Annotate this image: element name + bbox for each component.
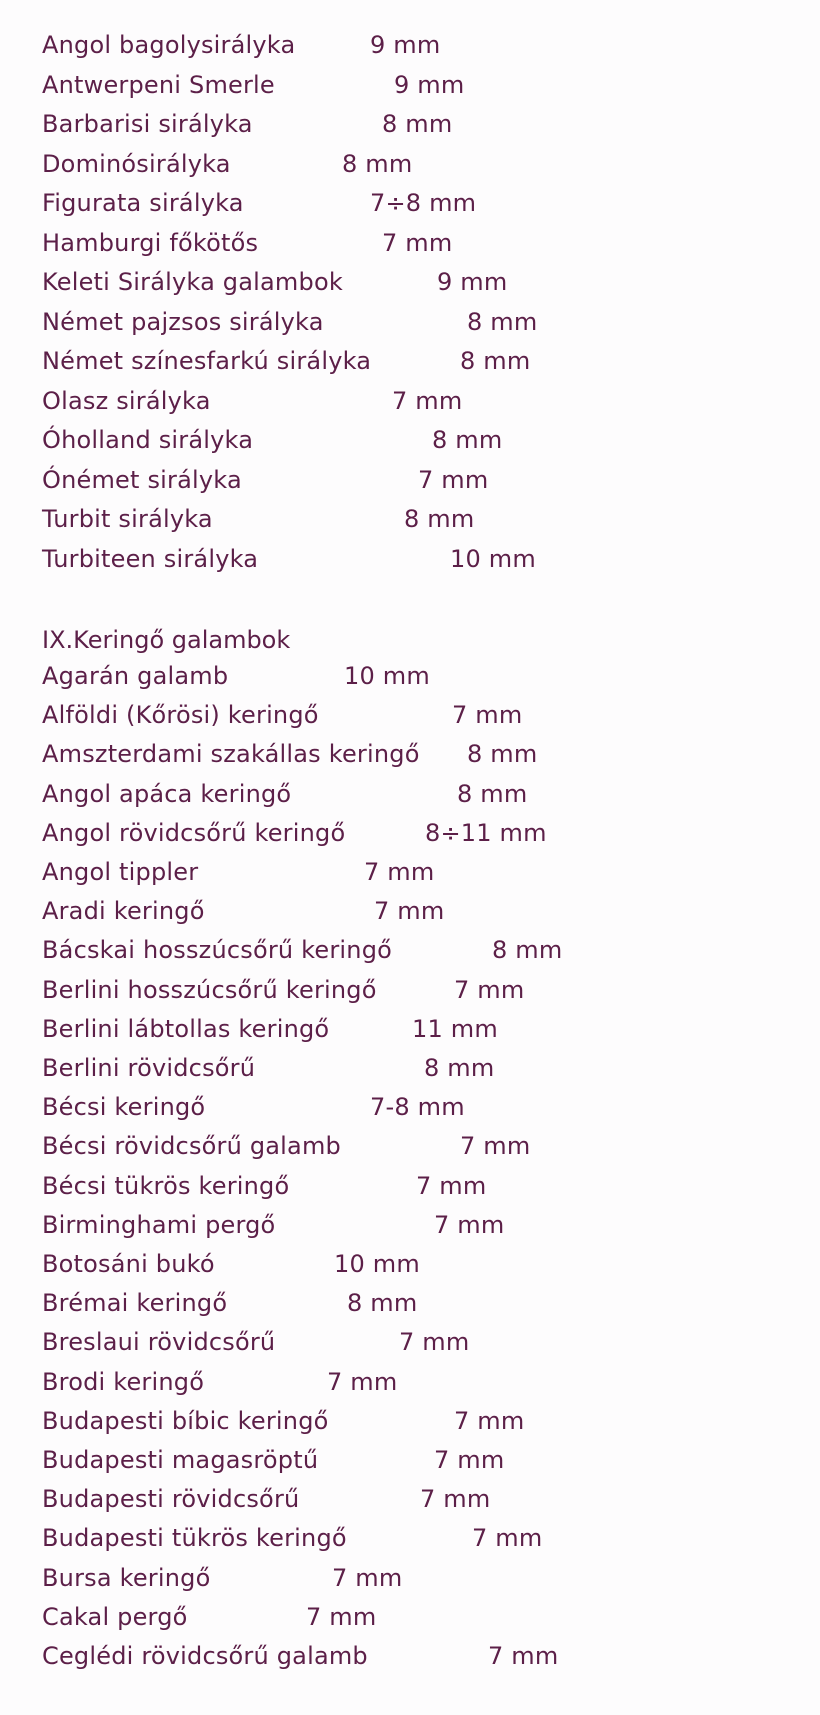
breed-name: Amszterdami szakállas keringő [42, 740, 420, 769]
breed-name: Angol rövidcsőrű keringő [42, 818, 346, 847]
ring-size: 7 mm [472, 1524, 543, 1553]
ring-size: 7 mm [364, 858, 435, 886]
breed-name: Figurata sirályka [42, 189, 244, 217]
ring-size: 7 mm [460, 1132, 531, 1161]
breed-name: Berlini rövidcsőrű [42, 1054, 256, 1082]
breed-name: Antwerpeni Smerle [42, 70, 275, 99]
breed-name: Turbit sirályka [42, 505, 213, 533]
ring-size: 10 mm [344, 662, 430, 690]
breed-name: Budapesti bíbic keringő [42, 1406, 329, 1435]
ring-size: 7 mm [332, 1563, 403, 1592]
ring-size: 7-8 mm [370, 1093, 465, 1122]
ring-size: 8 mm [467, 740, 538, 769]
breed-name: Budapesti tükrös keringő [42, 1524, 347, 1553]
ring-size: 7 mm [420, 1485, 491, 1514]
ring-size: 9 mm [394, 70, 465, 99]
ring-size: 7 mm [382, 228, 453, 257]
breed-name: Bursa keringő [42, 1563, 211, 1592]
ring-size: 7 mm [454, 975, 525, 1004]
breed-name: Brémai keringő [42, 1289, 228, 1318]
breed-name: Birminghami pergő [42, 1210, 276, 1239]
breed-name: Angol tippler [42, 858, 199, 886]
breed-name: Brodi keringő [42, 1367, 205, 1396]
ring-size: 8 mm [460, 347, 531, 375]
breed-name: Budapesti magasröptű [42, 1446, 319, 1474]
breed-name: Dominósirályka [42, 149, 231, 178]
breed-name: Breslaui rövidcsőrű [42, 1328, 276, 1357]
section-heading: IX.Keringő galambok [42, 626, 291, 654]
ring-size: 7 mm [392, 386, 463, 415]
ring-size: 8÷11 mm [425, 818, 547, 847]
ring-size: 10 mm [450, 544, 536, 573]
breed-name: Agarán galamb [42, 662, 229, 690]
ring-size: 7 mm [306, 1602, 377, 1631]
ring-size: 9 mm [437, 268, 508, 296]
breed-name: Hamburgi főkötős [42, 228, 259, 257]
breed-name: Barbarisi sirályka [42, 110, 253, 138]
ring-size: 8 mm [347, 1289, 418, 1318]
ring-size: 7 mm [416, 1171, 487, 1200]
ring-size: 8 mm [382, 110, 453, 138]
breed-name: Bécsi keringő [42, 1093, 206, 1122]
ring-size: 11 mm [412, 1014, 498, 1043]
breed-name: Berlini hosszúcsőrű keringő [42, 975, 377, 1004]
breed-name: Bécsi tükrös keringő [42, 1171, 290, 1200]
ring-size: 8 mm [467, 307, 538, 336]
breed-name: Angol bagolysirályka [42, 31, 296, 59]
breed-name: Ceglédi rövidcsőrű galamb [42, 1642, 368, 1670]
ring-size: 7 mm [454, 1406, 525, 1435]
breed-name: Német pajzsos sirályka [42, 307, 324, 336]
ring-size: 7 mm [399, 1328, 470, 1357]
breed-name: Óholland sirályka [42, 426, 254, 454]
ring-size: 10 mm [334, 1250, 420, 1278]
breed-name: Budapesti rövidcsőrű [42, 1485, 300, 1514]
breed-name: Bácskai hosszúcsőrű keringő [42, 936, 393, 965]
breed-name: Aradi keringő [42, 897, 205, 926]
ring-size: 7 mm [374, 897, 445, 926]
breed-name: Bécsi rövidcsőrű galamb [42, 1132, 341, 1161]
breed-name: Botosáni bukó [42, 1250, 215, 1278]
ring-size: 8 mm [457, 779, 528, 808]
ring-size: 7 mm [488, 1642, 559, 1670]
ring-size: 9 mm [370, 31, 441, 59]
breed-name: Alföldi (Kőrösi) keringő [42, 701, 319, 730]
ring-size: 8 mm [424, 1054, 495, 1082]
ring-size: 7÷8 mm [370, 189, 477, 217]
ring-size: 7 mm [452, 701, 523, 730]
breed-name: Német színesfarkú sirályka [42, 347, 372, 375]
breed-name: Angol apáca keringő [42, 779, 292, 808]
breed-name: Keleti Sirályka galambok [42, 268, 343, 296]
breed-name: Cakal pergő [42, 1602, 188, 1631]
breed-name: Olasz sirályka [42, 386, 211, 415]
ring-size: 8 mm [404, 505, 475, 533]
ring-size: 8 mm [432, 426, 503, 454]
ring-size: 7 mm [327, 1367, 398, 1396]
breed-name: Turbiteen sirályka [42, 544, 259, 573]
ring-size: 8 mm [492, 936, 563, 965]
ring-size: 8 mm [342, 149, 413, 178]
ring-size: 7 mm [434, 1446, 505, 1474]
breed-name: Ónémet sirályka [42, 465, 242, 494]
breed-name: Berlini lábtollas keringő [42, 1014, 330, 1043]
ring-size: 7 mm [434, 1210, 505, 1239]
ring-size: 7 mm [418, 465, 489, 494]
